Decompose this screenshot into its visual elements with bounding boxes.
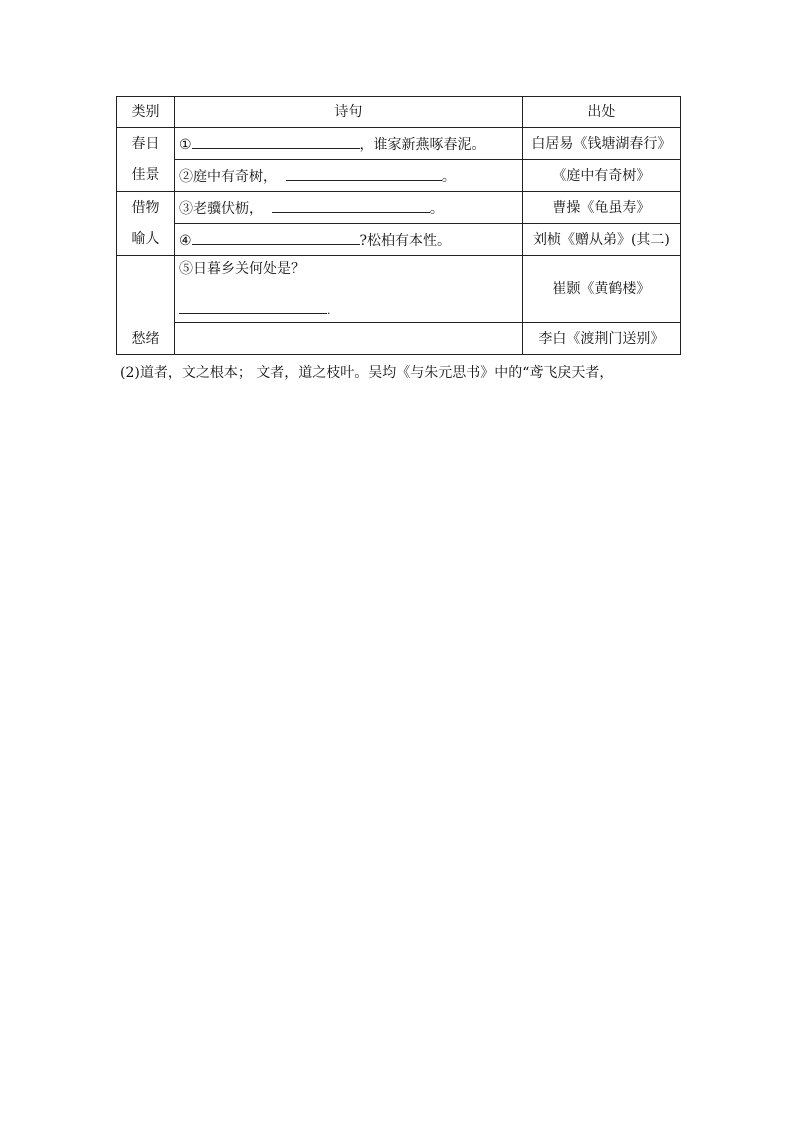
- answer-blank[interactable]: [192, 230, 360, 245]
- header-line: 诗句: [174, 97, 522, 128]
- answer-blank[interactable]: [272, 198, 430, 213]
- line-second-part: [179, 299, 331, 320]
- table-row: [117, 224, 681, 256]
- line-cell: [174, 192, 522, 224]
- answer-blank[interactable]: [286, 166, 442, 181]
- line-cell: [174, 224, 522, 256]
- line-prefix: ③老骥伏枥，: [178, 200, 263, 217]
- source-cell: 崔颢《黄鹤楼》: [522, 256, 680, 323]
- answer-blank[interactable]: [179, 299, 327, 314]
- category-cell: 借物: [117, 192, 175, 224]
- line-prefix: ①: [178, 136, 192, 153]
- table-header-row: [117, 97, 681, 128]
- line-prefix: ⑤日暮乡关何处是？: [178, 261, 305, 277]
- header-category: 类别: [117, 97, 175, 128]
- poem-table: [116, 96, 681, 355]
- table-row: [117, 256, 681, 323]
- table-row: [117, 128, 681, 160]
- category-cell: 愁绪: [117, 256, 175, 355]
- line-cell: [174, 128, 522, 160]
- question-text: (2)道者，文之根本； 文者，道之枝叶。吴均《与朱元思书》中的“鸢飞戾天者，: [120, 365, 614, 381]
- source-cell: 曹操《龟虽寿》: [522, 192, 680, 224]
- line-prefix: ②庭中有奇树，: [178, 168, 277, 185]
- category-cell: 喻人: [117, 224, 175, 256]
- line-suffix: ?松柏有本性。: [359, 232, 452, 249]
- category-cell: 佳景: [117, 160, 175, 192]
- line-cell: [174, 160, 522, 192]
- table-row: [117, 192, 681, 224]
- line-suffix: 。: [441, 168, 456, 185]
- header-source: 出处: [522, 97, 680, 128]
- source-cell: 白居易《钱塘湖春行》: [522, 128, 680, 160]
- line-cell: [174, 323, 522, 355]
- category-cell: 春日: [117, 128, 175, 160]
- line-suffix: .: [326, 304, 331, 317]
- line-suffix: ，谁家新燕啄春泥。: [359, 136, 486, 153]
- source-cell: 《庭中有奇树》: [522, 160, 680, 192]
- source-cell: 刘桢《赠从弟》(其二): [522, 224, 680, 256]
- line-cell: [174, 256, 522, 323]
- source-cell: 李白《渡荆门送别》: [522, 323, 680, 355]
- line-suffix: 。: [429, 200, 444, 217]
- answer-blank[interactable]: [192, 134, 360, 149]
- table-row: [117, 323, 681, 355]
- line-prefix: ④: [178, 232, 192, 249]
- table-row: [117, 160, 681, 192]
